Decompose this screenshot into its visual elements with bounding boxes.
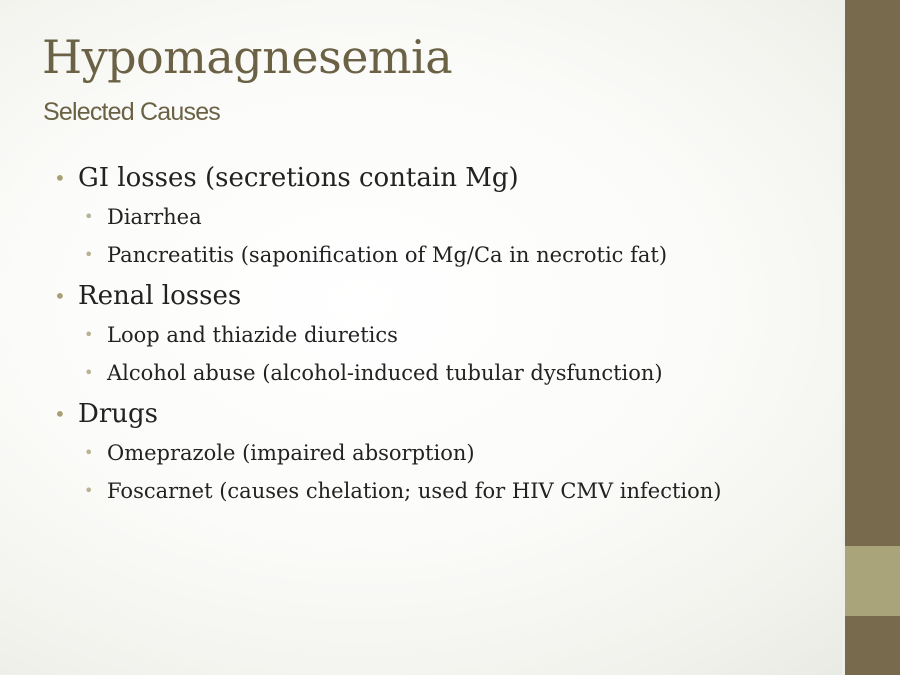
bullet-dot-icon: • bbox=[84, 363, 94, 382]
bullet-dot-icon: • bbox=[54, 166, 66, 190]
bullet-group bbox=[52, 158, 832, 274]
bullet-dot-icon: • bbox=[54, 402, 66, 426]
sub-bullet-item bbox=[52, 354, 832, 392]
sub-bullet-item bbox=[52, 236, 832, 274]
slide-subtitle: Selected Causes bbox=[43, 98, 221, 126]
sidebar-decoration bbox=[842, 0, 900, 675]
slide-title: Hypomagnesemia bbox=[42, 30, 453, 84]
sidebar-top-block bbox=[842, 0, 900, 546]
sidebar-bottom-block bbox=[842, 616, 900, 675]
sub-bullet-text: Diarrhea bbox=[107, 205, 202, 229]
bullet-dot-icon: • bbox=[54, 284, 66, 308]
bullet-text: Drugs bbox=[78, 399, 159, 429]
bullet-group bbox=[52, 276, 832, 392]
bullet-dot-icon: • bbox=[84, 481, 94, 500]
bullet-item bbox=[52, 276, 832, 316]
sub-bullet-item bbox=[52, 472, 832, 510]
bullet-item bbox=[52, 158, 832, 198]
sidebar-accent-block bbox=[842, 546, 900, 616]
bullet-dot-icon: • bbox=[84, 443, 94, 462]
sub-bullet-text: Foscarnet (causes chelation; used for HIV CMV infection) bbox=[107, 479, 722, 503]
sub-bullet-text: Omeprazole (impaired absorption) bbox=[107, 441, 475, 465]
bullet-item bbox=[52, 394, 832, 434]
bullet-dot-icon: • bbox=[84, 325, 94, 344]
bullet-text: Renal losses bbox=[78, 281, 242, 311]
sub-bullet-text: Pancreatitis (saponification of Mg/Ca in necrotic fat) bbox=[107, 243, 668, 267]
bullet-text: GI losses (secretions contain Mg) bbox=[78, 163, 519, 193]
sub-bullet-item bbox=[52, 198, 832, 236]
bullet-group bbox=[52, 394, 832, 510]
bullet-dot-icon: • bbox=[84, 207, 94, 226]
bullet-list bbox=[52, 158, 832, 512]
sub-bullet-text: Loop and thiazide diuretics bbox=[107, 323, 398, 347]
bullet-dot-icon: • bbox=[84, 245, 94, 264]
sub-bullet-item bbox=[52, 434, 832, 472]
sub-bullet-item bbox=[52, 316, 832, 354]
sub-bullet-text: Alcohol abuse (alcohol-induced tubular dysfunction) bbox=[107, 361, 663, 385]
